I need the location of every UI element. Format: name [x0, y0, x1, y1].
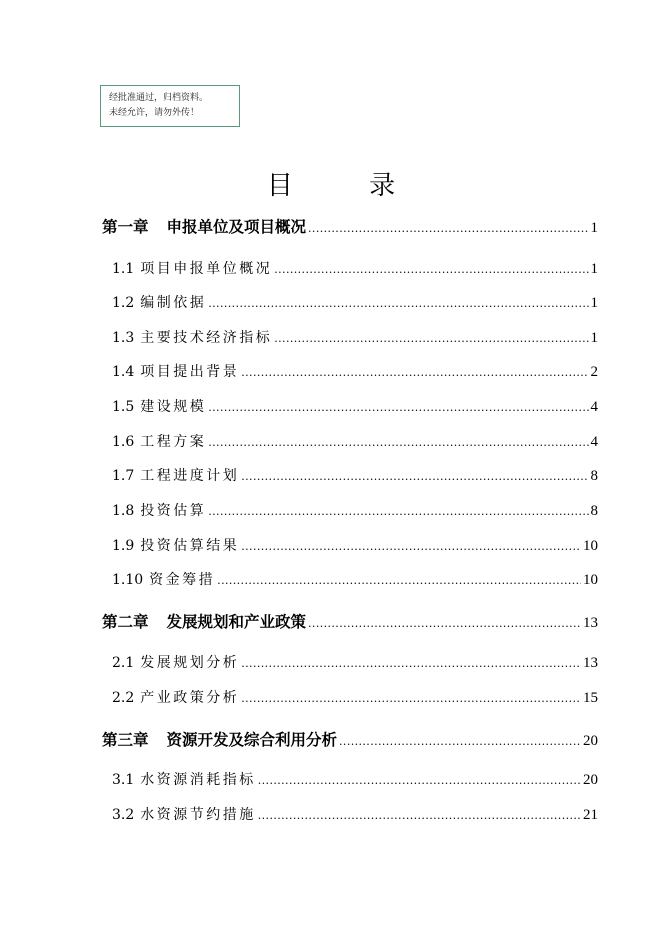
section-title: 投资估算结果	[140, 538, 240, 554]
section-number: 3.1	[112, 772, 135, 788]
page-number: 13	[583, 655, 598, 671]
section-title: 项目申报单位概况	[140, 261, 273, 277]
section-number: 1.5	[112, 399, 135, 415]
page-number: 10	[583, 538, 598, 554]
dot-leader	[241, 470, 588, 483]
toc-section-1-10[interactable]	[112, 569, 598, 589]
section-title: 工程进度计划	[140, 468, 240, 484]
dot-leader	[208, 505, 588, 518]
page-number: 15	[583, 690, 598, 706]
page-number: 13	[583, 615, 598, 631]
page-number: 1	[590, 295, 598, 311]
section-number: 1.6	[112, 434, 135, 450]
toc-section-1-7[interactable]	[112, 465, 598, 485]
page-number: 1	[590, 220, 598, 236]
toc-section-1-3[interactable]	[112, 327, 598, 347]
section-title: 项目提出背景	[140, 364, 240, 380]
dot-leader	[208, 401, 588, 414]
toc-chapter-1[interactable]	[102, 215, 598, 237]
toc-section-2-1[interactable]	[112, 652, 598, 672]
section-number: 1.9	[112, 538, 135, 554]
section-title: 发展规划分析	[140, 655, 240, 671]
dot-leader	[258, 809, 581, 822]
section-number: 1.3	[112, 330, 135, 346]
dot-leader	[208, 297, 588, 310]
toc-chapter-2[interactable]	[102, 610, 598, 632]
section-number: 2.2	[112, 690, 135, 706]
dot-leader	[339, 735, 581, 748]
section-title: 资金筹措	[149, 572, 216, 588]
section-number: 1.1	[112, 261, 135, 277]
chapter-title: 发展规划和产业政策	[166, 613, 307, 631]
page-number: 1	[590, 330, 598, 346]
chapter-number: 第一章	[102, 218, 149, 236]
page-number: 4	[590, 399, 598, 415]
dot-leader	[274, 332, 588, 345]
chapter-title: 申报单位及项目概况	[166, 218, 307, 236]
page-number: 10	[583, 572, 598, 588]
page-number: 21	[583, 807, 598, 823]
toc-section-1-6[interactable]	[112, 431, 598, 451]
page-number: 20	[583, 772, 598, 788]
dot-leader	[208, 436, 588, 449]
page-number: 4	[590, 434, 598, 450]
chapter-number: 第三章	[102, 731, 149, 749]
page-number: 8	[590, 503, 598, 519]
section-title: 建设规模	[140, 399, 207, 415]
page-number: 1	[590, 261, 598, 277]
approval-stamp	[100, 85, 240, 127]
toc-section-1-1[interactable]	[112, 258, 598, 278]
section-title: 投资估算	[140, 503, 207, 519]
toc-section-1-9[interactable]	[112, 535, 598, 555]
dot-leader	[241, 657, 581, 670]
section-title: 水资源消耗指标	[140, 772, 256, 788]
toc-section-3-2[interactable]	[112, 804, 598, 824]
toc-section-2-2[interactable]	[112, 687, 598, 707]
chapter-number: 第二章	[102, 613, 149, 631]
section-number: 3.2	[112, 807, 135, 823]
section-title: 编制依据	[140, 295, 207, 311]
dot-leader	[258, 774, 581, 787]
stamp-line-2: 未经允许，请勿外传！	[109, 108, 200, 118]
toc-section-1-4[interactable]	[112, 361, 598, 381]
section-title: 主要技术经济指标	[140, 330, 273, 346]
dot-leader	[308, 222, 588, 235]
chapter-title: 资源开发及综合利用分析	[166, 731, 338, 749]
dot-leader	[241, 692, 581, 705]
section-number: 1.7	[112, 468, 135, 484]
section-number: 2.1	[112, 655, 135, 671]
page-number: 8	[590, 468, 598, 484]
toc-section-1-5[interactable]	[112, 396, 598, 416]
section-number: 1.4	[112, 364, 135, 380]
toc-section-1-2[interactable]	[112, 292, 598, 312]
toc-section-1-8[interactable]	[112, 500, 598, 520]
dot-leader	[274, 263, 588, 276]
toc-title: 目 录	[266, 171, 430, 201]
section-number: 1.8	[112, 503, 135, 519]
section-title: 水资源节约措施	[140, 807, 256, 823]
dot-leader	[241, 540, 581, 553]
section-title: 工程方案	[140, 434, 207, 450]
stamp-line-1: 经批准通过，归档资料。	[109, 93, 209, 103]
toc-chapter-3[interactable]	[102, 728, 598, 750]
dot-leader	[217, 574, 581, 587]
dot-leader	[241, 366, 588, 379]
section-title: 产业政策分析	[140, 690, 240, 706]
page-number: 20	[583, 733, 598, 749]
toc-section-3-1[interactable]	[112, 769, 598, 789]
section-number: 1.10	[112, 572, 144, 588]
page-number: 2	[590, 364, 598, 380]
section-number: 1.2	[112, 295, 135, 311]
dot-leader	[308, 617, 581, 630]
